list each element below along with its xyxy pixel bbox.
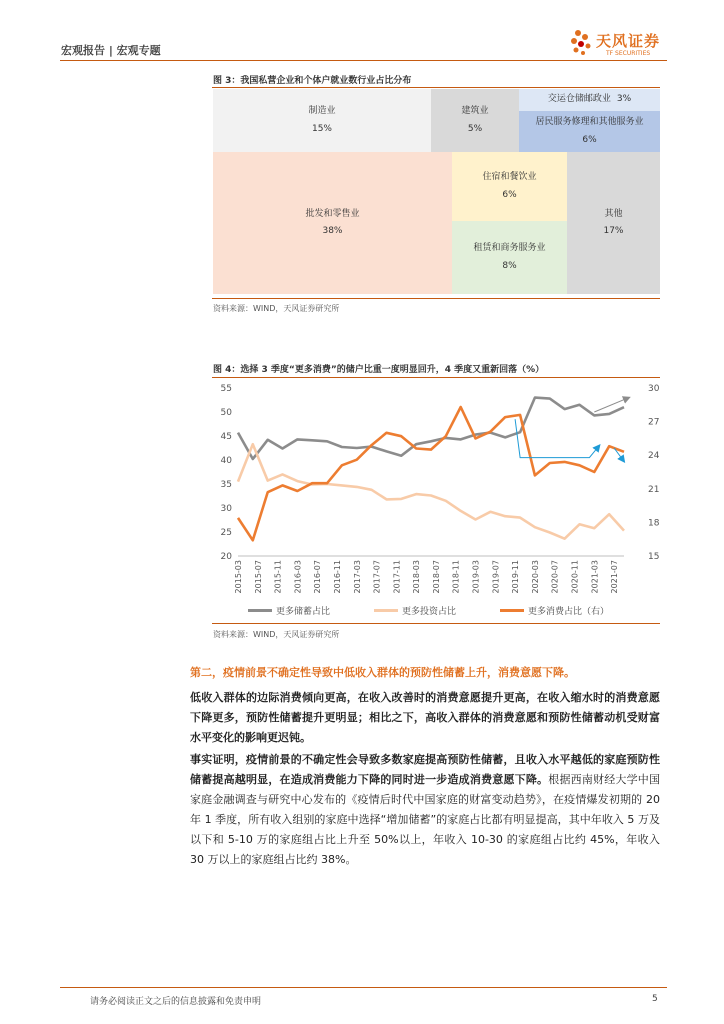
x-axis-tick-label: 2018-03 bbox=[412, 560, 422, 594]
cell-value: 38% bbox=[322, 226, 343, 236]
annotation-arrow bbox=[594, 398, 629, 412]
x-axis-tick-label: 2016-07 bbox=[313, 560, 323, 594]
cell-label: 租赁和商务服务业 bbox=[473, 243, 546, 254]
figure4-chart bbox=[212, 380, 662, 602]
cell-value: 6% bbox=[582, 134, 597, 145]
paragraph-2-text: 根据西南财经大学中国家庭金融调查与研究中心发布的《疫情后时代中国家庭的财富变动趋势》，在疫情爆发初期的 20 年 1 季度，所有收入组别的家庭中选择“增加储蓄”的家庭占比都有明显提高，其中年收入 5 万及以下和 5-10 万的家庭组占比上升至 50%以上，年收入 10-30 的家庭组占比约 45%，年收入 30 万以上的家庭组占比约 38%。 bbox=[190, 773, 661, 866]
cell-label: 批发和零售业 bbox=[305, 208, 360, 219]
cell-value: 17% bbox=[603, 226, 624, 236]
x-axis-tick-label: 2015-11 bbox=[273, 560, 283, 594]
x-axis-tick-label: 2015-03 bbox=[234, 560, 243, 594]
figure4-caption-divider bbox=[212, 377, 660, 378]
left-axis-tick-label: 55 bbox=[220, 384, 232, 394]
legend-label: 更多消费占比（右） bbox=[528, 607, 610, 617]
x-axis-tick-label: 2018-11 bbox=[451, 560, 461, 594]
cell-value: 8% bbox=[502, 260, 517, 271]
figure3-caption: 图 3：我国私营企业和个体户就业数行业占比分布 bbox=[213, 76, 412, 86]
figure4-source-divider bbox=[212, 623, 660, 624]
legend-label: 更多投资占比 bbox=[402, 607, 457, 617]
tf-logo-icon bbox=[569, 28, 595, 60]
legend-swatch bbox=[248, 609, 272, 612]
x-axis-tick-label: 2021-07 bbox=[610, 560, 620, 594]
x-axis-tick-label: 2017-11 bbox=[392, 560, 402, 594]
paragraph-2 bbox=[190, 750, 660, 870]
cell-value: 15% bbox=[311, 123, 332, 134]
legend-item-savings bbox=[248, 604, 330, 617]
x-axis-tick-label: 2017-07 bbox=[372, 560, 382, 594]
left-axis-tick-label: 30 bbox=[220, 504, 232, 514]
treemap-cell-hospitality bbox=[452, 152, 567, 221]
x-axis-tick-label: 2018-07 bbox=[431, 560, 441, 594]
x-axis-tick-label: 2020-03 bbox=[530, 560, 540, 594]
legend-swatch bbox=[500, 609, 524, 612]
left-axis-tick-label: 40 bbox=[220, 456, 232, 466]
right-axis-tick-label: 24 bbox=[648, 451, 660, 462]
cell-value: 5% bbox=[467, 123, 483, 134]
cell-label: 住宿和餐饮业 bbox=[482, 172, 537, 183]
right-axis-tick-label: 18 bbox=[648, 518, 660, 529]
cell-label: 交运仓储邮政业 bbox=[547, 94, 611, 105]
legend-label: 更多储蓄占比 bbox=[276, 607, 331, 617]
treemap-cell-other bbox=[567, 152, 660, 294]
figure4-source: 资料来源：WIND，天风证券研究所 bbox=[213, 630, 340, 639]
figure3-caption-divider bbox=[212, 87, 660, 88]
header-divider bbox=[60, 60, 667, 61]
left-axis-tick-label: 50 bbox=[220, 408, 232, 418]
x-axis-tick-label: 2019-03 bbox=[471, 560, 481, 594]
right-axis-tick-label: 15 bbox=[648, 552, 660, 562]
right-axis-tick-label: 30 bbox=[648, 384, 660, 394]
left-axis-tick-label: 20 bbox=[220, 552, 232, 562]
x-axis-tick-label: 2019-11 bbox=[511, 560, 521, 594]
treemap-cell-resident-services bbox=[519, 111, 660, 152]
legend-item-consumption bbox=[500, 604, 609, 617]
treemap-cell-transport bbox=[519, 89, 660, 111]
legend-swatch bbox=[374, 609, 398, 612]
treemap-cell-manufacturing bbox=[213, 89, 431, 152]
consumption-series-line bbox=[238, 407, 624, 540]
right-axis-tick-label: 27 bbox=[648, 417, 660, 428]
logo-subtext: TF SECURITIES bbox=[606, 50, 651, 57]
x-axis-tick-label: 2016-11 bbox=[332, 560, 342, 594]
x-axis-tick-label: 2019-07 bbox=[491, 560, 501, 594]
x-axis-tick-label: 2017-03 bbox=[352, 560, 362, 594]
x-axis-tick-label: 2020-07 bbox=[550, 560, 560, 594]
figure4-caption: 图 4：选择 3 季度“更多消费”的储户比重一度明显回升，4 季度又重新回落（%） bbox=[213, 365, 545, 375]
left-axis-tick-label: 25 bbox=[220, 528, 232, 538]
treemap-cell-leasing bbox=[452, 221, 567, 294]
section-heading: 第二，疫情前景不确定性导致中低收入群体的预防性储蓄上升，消费意愿下降。 bbox=[190, 666, 575, 679]
left-axis-tick-label: 45 bbox=[220, 432, 232, 442]
cell-label: 其他 bbox=[604, 208, 623, 219]
x-axis-tick-label: 2020-11 bbox=[570, 560, 580, 594]
cell-label: 居民服务修理和其他服务业 bbox=[535, 117, 644, 128]
figure3-source-divider bbox=[212, 298, 660, 299]
footer-disclaimer: 请务必阅读正文之后的信息披露和免责申明 bbox=[90, 997, 262, 1007]
cell-label: 建筑业 bbox=[461, 106, 489, 117]
cell-label: 制造业 bbox=[308, 106, 336, 117]
right-axis-tick-label: 21 bbox=[648, 484, 660, 495]
cell-value: 3% bbox=[616, 94, 632, 105]
cell-value: 6% bbox=[502, 189, 517, 200]
x-axis-tick-label: 2021-03 bbox=[590, 560, 600, 594]
legend-item-investment bbox=[374, 604, 456, 617]
figure3-source: 资料来源：WIND，天风证券研究所 bbox=[213, 304, 340, 313]
annotation-arrow bbox=[515, 419, 599, 457]
report-category: 宏观报告 | 宏观专题 bbox=[61, 44, 161, 57]
page-number: 5 bbox=[652, 994, 658, 1004]
footer-divider bbox=[60, 987, 667, 988]
left-axis-tick-label: 35 bbox=[220, 480, 232, 490]
logo-text: 天风证券 bbox=[596, 32, 661, 50]
treemap-cell-construction bbox=[431, 89, 519, 152]
treemap-cell-wholesale-retail bbox=[213, 152, 452, 294]
paragraph-2-bold: 事实证明，疫情前景的不确定性会导致多数家庭提高预防性储蓄，且收入水平越低的家庭预防性储蓄提高越明显，在造成消费能力下降的同时进一步造成消费意愿下降。 bbox=[190, 753, 660, 786]
x-axis-tick-label: 2015-07 bbox=[253, 560, 263, 594]
x-axis-tick-label: 2016-03 bbox=[293, 560, 303, 594]
paragraph-1: 低收入群体的边际消费倾向更高，在收入改善时的消费意愿提升更高，在收入缩水时的消费意愿下降更多，预防性储蓄提升更明显；相比之下，高收入群体的消费意愿和预防性储蓄动机受财富水平变化的影响更迟钝。 bbox=[190, 691, 660, 744]
